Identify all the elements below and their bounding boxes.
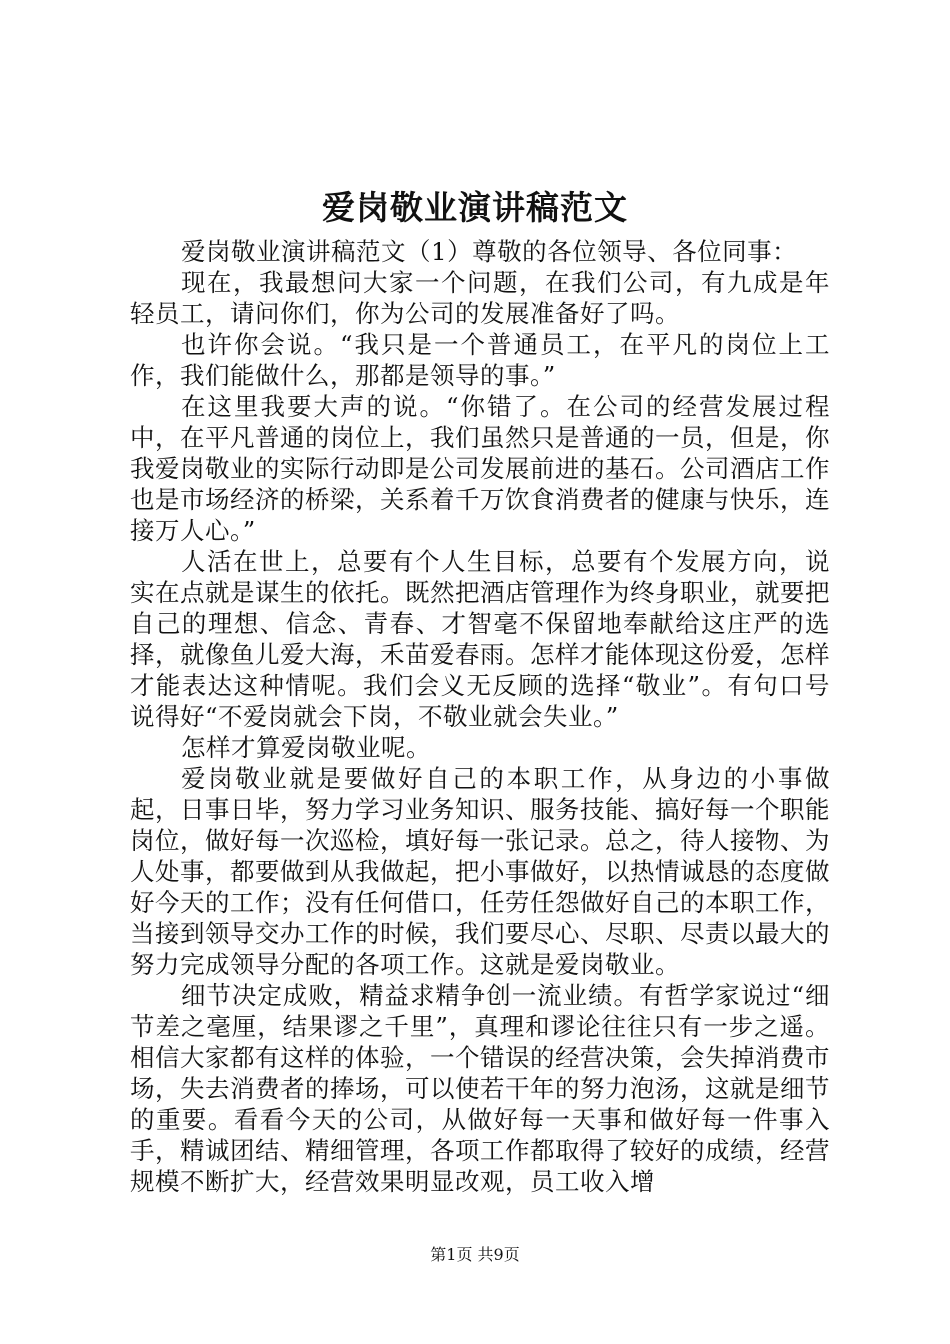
paragraph-question: 现在，我最想问大家一个问题，在我们公司，有九成是年轻员工，请问你们，你为公司的发展准备好了吗。 (130, 268, 830, 328)
paragraph-salutation: 爱岗敬业演讲稿范文（1）尊敬的各位领导、各位同事： (181, 237, 798, 266)
paragraph-life-goal: 人活在世上，总要有个人生目标，总要有个发展方向，说实在点就是谋生的依托。既然把酒店管理作为终身职业，就要把自己的理想、信念、青春、才智毫不保留地奉献给这庄严的选择，就像鱼儿爱大海，禾苗爱春雨。怎样才能体现这份爱，怎样才能表达这种情呢。我们会义无反顾的选择“敬业”。有句口号说得好“不爱岗就会下岗，不敬业就会失业。” (130, 547, 830, 731)
document-body (130, 236, 830, 1197)
paragraph-you-are-wrong: 在这里我要大声的说。“你错了。在公司的经营发展过程中，在平凡普通的岗位上，我们虽然只是普通的一员，但是，你我爱岗敬业的实际行动即是公司发展前进的基石。公司酒店工作也是市场经济的桥梁，关系着千万饮食消费者的健康与快乐，连接万人心。” (130, 392, 830, 545)
paragraph-do-the-job: 爱岗敬业就是要做好自己的本职工作，从身边的小事做起，日事日毕，努力学习业务知识、服务技能、搞好每一个职能岗位，做好每一次巡检，填好每一张记录。总之，待人接物、为人处事，都要做到从我做起，把小事做好，以热情诚恳的态度做好今天的工作；没有任何借口，任劳任怨做好自己的本职工作，当接到领导交办工作的时候，我们要尽心、尽职、尽责以最大的努力完成领导分配的各项工作。这就是爱岗敬业。 (130, 764, 830, 979)
page-footer: 第1页 共9页 (430, 1245, 520, 1264)
document-title: 爱岗敬业演讲稿范文 (322, 188, 628, 227)
paragraph-how-to: 怎样才算爱岗敬业呢。 (181, 733, 431, 762)
paragraph-details: 细节决定成败，精益求精争创一流业绩。有哲学家说过“细节差之毫厘，结果谬之千里”，真理和谬论往往只有一步之遥。相信大家都有这样的体验，一个错误的经营决策，会失掉消费市场，失去消费者的捧场，可以使若干年的努力泡汤，这就是细节的重要。看看今天的公司，从做好每一天事和做好每一件事入手，精诚团结、精细管理，各项工作都取得了较好的成绩，经营规模不断扩大，经营效果明显改观，员工收入增 (130, 981, 830, 1196)
paragraph-ordinary-employee: 也许你会说。“我只是一个普通员工，在平凡的岗位上工作，我们能做什么，那都是领导的事。” (130, 330, 830, 390)
